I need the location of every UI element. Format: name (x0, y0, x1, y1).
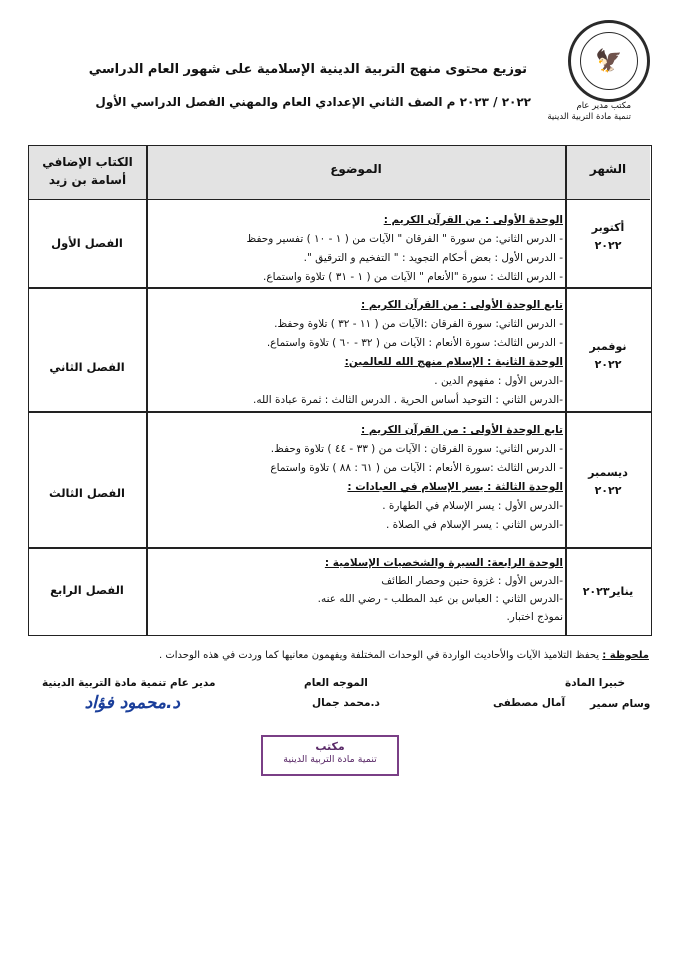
note-label: ملحوظة : (602, 650, 649, 661)
table-row-book: الفصل الرابع (50, 583, 124, 597)
table-row-topic (318, 554, 563, 626)
director-signature: د.محمود فؤاد (84, 693, 180, 713)
unit-heading: الوحدة الرابعة: السيرة والشخصيات الإسلامية : (324, 557, 563, 569)
ministry-seal (568, 20, 650, 102)
table-row-book: الفصل الثالث (49, 486, 125, 500)
column-header-topic: الموضوع (330, 162, 382, 176)
office-line-1: مكتب مدير عام (576, 101, 631, 111)
note (159, 650, 649, 661)
supervisor-title: الموجه العام (304, 677, 368, 689)
eagle-emblem-icon: 🦅 (580, 32, 638, 90)
row-divider (29, 411, 651, 413)
lesson-line: - الدرس الثاني: من سورة " الفرقان " الآيات من ( ١ - ١٠ ) تفسير وحفظ (246, 233, 563, 245)
month-name: أكتوبر (591, 221, 625, 234)
column-divider (146, 146, 148, 635)
unit-heading: الوحدة الثالثة : يسر الإسلام في العبادات : (347, 481, 563, 493)
lesson-line: -الدرس الأول : غزوة حنين وحصار الطائف (381, 575, 563, 587)
page-title: توزيع محتوى منهج التربية الدينية الإسلامية على شهور العام الدراسي (88, 62, 527, 77)
table-row-month: يناير٢٠٢٣ (582, 585, 634, 598)
table-row-topic (270, 421, 563, 535)
table-row-topic (253, 296, 563, 410)
column-header-book (29, 153, 146, 189)
month-year: ٢٠٢٢ (594, 239, 622, 252)
lesson-line: - الدرس الثاني: سورة الفرقان : الآيات من ( ٣٣ - ٤٤ ) تلاوة وحفظ. (270, 443, 563, 455)
expert-name: آمال مصطفى (493, 697, 566, 709)
month-name: ديسمبر (588, 466, 628, 479)
lesson-line: -الدرس الأول : مفهوم الدين . (434, 375, 563, 387)
column-header-book-line2: أسامة بن زيد (48, 173, 127, 187)
supervisor-name: د.محمد جمال (312, 697, 380, 709)
unit-heading: تابع الوحدة الأولى : من القرآن الكريم : (361, 424, 563, 436)
unit-heading: الوحدة الثانية : الإسلام منهج الله للعالمين: (344, 356, 563, 368)
table-row-month (578, 219, 638, 255)
table-row-topic (247, 211, 563, 287)
lesson-line: نموذج اختبار. (506, 611, 563, 623)
lesson-line: - الدرس الثالث : سورة "الأنعام " الآيات من ( ١ - ٣١ ) تلاوة واستماع. (263, 271, 563, 283)
lesson-line: -الدرس الأول : يسر الإسلام في الطهارة . (382, 500, 563, 512)
office-stamp (261, 735, 399, 776)
director-title: مدير عام تنمية مادة التربية الدينية (42, 677, 216, 689)
row-divider (29, 287, 651, 289)
expert-name: وسام سمير (590, 698, 651, 710)
lesson-line: - الدرس الثالث :سورة الأنعام : الآيات من ( ٦١ : ٨٨ ) تلاوة واستماع (270, 462, 563, 474)
lesson-line: - الدرس الأول : بعض أحكام التجويد : " التفخيم و الترقيق ". (303, 252, 563, 264)
table-row-book: الفصل الأول (51, 236, 123, 250)
lesson-line: -الدرس الثاني : يسر الإسلام في الصلاة . (385, 519, 563, 531)
office-line-2: تنمية مادة التربية الدينية (547, 112, 631, 122)
curriculum-table (28, 145, 652, 636)
row-divider (29, 547, 651, 549)
table-row-month (578, 338, 638, 374)
lesson-line: - الدرس الثاني: سورة الفرقان :الآيات من ( ١١ - ٣٢ ) تلاوة وحفظ. (274, 318, 563, 330)
lesson-line: -الدرس الثاني : العباس بن عبد المطلب - رضي الله عنه. (317, 593, 563, 605)
note-text: يحفظ التلاميذ الآيات والأحاديث الواردة في الوحدات المختلفة ويفهمون معانيها كما وردت في هذه الوحدات . (159, 650, 600, 661)
unit-heading: تابع الوحدة الأولى : من القرآن الكريم : (361, 299, 563, 311)
lesson-line: - الدرس الثالث: سورة الأنعام : الآيات من ( ٣٢ - ٦٠ ) تلاوة واستماع. (266, 337, 563, 349)
lesson-line: -الدرس الثاني : التوحيد أساس الحرية . الدرس الثالث : ثمرة عبادة الله. (253, 394, 563, 406)
table-row-month (578, 464, 638, 500)
experts-title: خبيرا المادة (565, 677, 626, 689)
column-header-book-line1: الكتاب الإضافي (42, 155, 133, 169)
month-name: نوفمبر (589, 340, 627, 353)
unit-heading: الوحدة الأولى : من القرآن الكريم : (383, 214, 563, 226)
column-divider (565, 146, 567, 635)
month-year: ٢٠٢٢ (594, 358, 622, 371)
stamp-line-2: تنمية مادة التربية الدينية (283, 754, 377, 765)
page-subtitle: ٢٠٢٢ / ٢٠٢٣ م الصف الثاني الإعدادي العام والمهني الفصل الدراسي الأول (95, 95, 531, 109)
column-header-month: الشهر (589, 162, 627, 176)
table-row-book: الفصل الثاني (49, 360, 125, 374)
month-year: ٢٠٢٢ (594, 484, 622, 497)
stamp-line-1: مكتب (315, 740, 345, 753)
